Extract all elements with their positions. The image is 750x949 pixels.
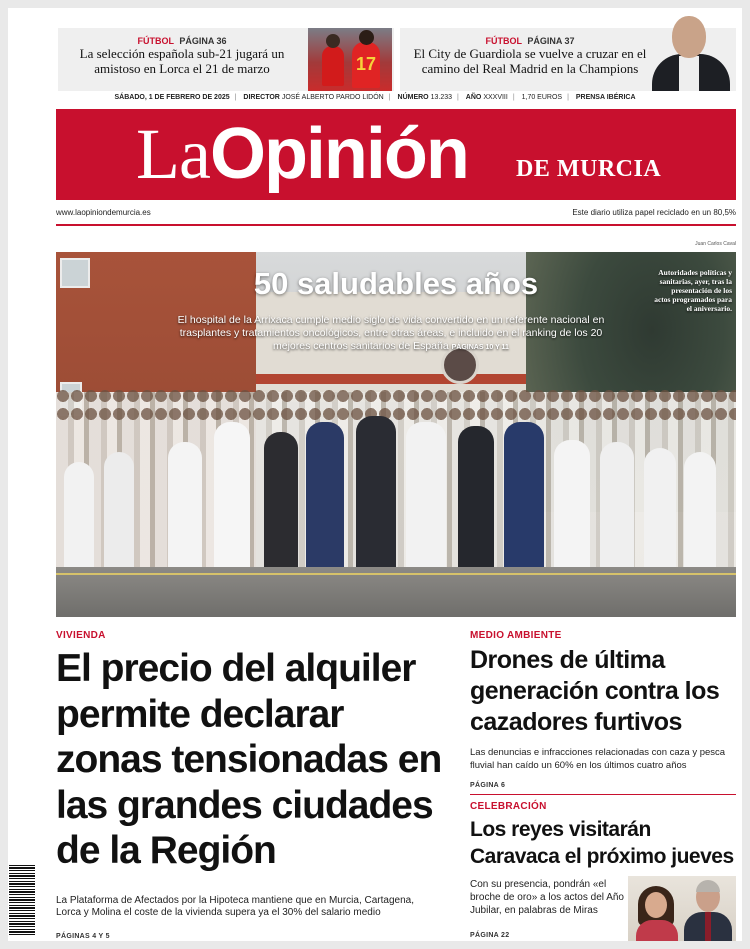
logo-la: La	[136, 114, 210, 194]
royals-photo	[628, 876, 736, 941]
teaser-body	[58, 36, 306, 76]
side-headline-reyes[interactable]: Los reyes visitarán Caravaca el próximo jueves	[470, 818, 734, 868]
edition-date: SÁBADO, 1 DE FEBRERO DE 2025	[114, 94, 230, 101]
lead-section-label: VIVIENDA	[56, 630, 106, 641]
crowd-heads	[56, 386, 736, 426]
masthead-rule	[56, 224, 736, 226]
person	[644, 448, 676, 572]
director-label: DIRECTOR	[243, 94, 280, 101]
portrait-head	[672, 16, 706, 58]
person	[168, 442, 202, 572]
newspaper-logo	[136, 111, 468, 197]
issue-price: 1,70 EUROS	[521, 94, 563, 101]
building-stripe	[256, 374, 536, 384]
person	[406, 422, 446, 572]
lead-pages: PÁGINAS 4 Y 5	[56, 933, 110, 940]
teaser-text: La selección española sub-21 jugará un amistoso en Lorca el 21 de marzo	[79, 46, 285, 76]
lead-deck: La Plataforma de Afectados por la Hipoteca mantiene que en Murcia, Cartagena, Lorca y Molina el coste de la vivienda supera ya el 30% del salario medio	[56, 895, 414, 918]
teaser-body	[400, 36, 660, 76]
photo-caption: Autoridades políticas y sanitarias, ayer, tras la presentación de los actos programados para el aniversario.	[654, 268, 732, 313]
cover-photo[interactable]	[56, 252, 736, 617]
number-label: NÚMERO	[397, 94, 429, 101]
person	[306, 422, 344, 572]
figure-dress	[636, 920, 678, 941]
teaser-page: PÁGINA 36	[179, 36, 227, 46]
guardiola-portrait	[646, 16, 736, 91]
person	[264, 432, 298, 572]
player-head	[326, 34, 340, 48]
person	[600, 442, 634, 572]
person	[64, 462, 94, 572]
teaser-kicker	[58, 36, 306, 46]
cover-deck-text: El hospital de la Arrixaca cumple medio siglo de vida convertido en un referente nacional en trasplantes y tratamientos oncológicos, entre otras áreas, e incluido en el ranking de los 20 mejores centros sanitarios de España	[177, 314, 605, 352]
side-section-label: CELEBRACIÓN	[470, 801, 547, 812]
person	[104, 452, 134, 572]
teaser-u21-lorca[interactable]	[58, 28, 394, 91]
side-section-label: MEDIO AMBIENTE	[470, 630, 562, 641]
photo-ground	[56, 567, 736, 617]
column-rule	[470, 794, 736, 795]
person	[504, 422, 544, 572]
figure-face	[645, 892, 667, 918]
player-head	[359, 30, 374, 45]
king-figure	[684, 882, 732, 941]
recycled-paper-note: Este diario utiliza papel reciclado en un 80,5%	[572, 208, 736, 217]
logo-opinion: Opinión	[209, 114, 468, 194]
person	[214, 422, 250, 572]
photo-credit: Juan Carlos Caval	[695, 241, 736, 247]
cover-deck	[176, 314, 606, 354]
teaser-page: PÁGINA 37	[527, 36, 575, 46]
web-line	[56, 208, 736, 217]
director-name: JOSÉ ALBERTO PARDO LIDÓN	[281, 94, 384, 101]
teaser-kicker	[400, 36, 660, 46]
side-page-reyes: PÁGINA 22	[470, 932, 510, 939]
player-silhouette	[322, 46, 344, 86]
cover-deck-pages: PÁGINAS 10 Y 11	[451, 344, 509, 351]
year-label: AÑO	[465, 94, 482, 101]
newspaper-front-page	[8, 8, 742, 941]
person	[356, 416, 396, 572]
issue-year: XXXVIII	[483, 94, 508, 101]
masthead-logo-bar[interactable]	[56, 109, 736, 200]
person	[458, 426, 494, 572]
group-name: PRENSA IBÉRICA	[575, 94, 636, 101]
person	[554, 440, 590, 572]
side-deck-reyes: Con su presencia, pondrán «el broche de oro» a los actos del Año Jubilar, en palabras de Miras	[470, 879, 624, 916]
queen-figure	[636, 886, 676, 941]
issue-number: 13.233	[430, 94, 453, 101]
website-link[interactable]: www.laopiniondemurcia.es	[56, 208, 151, 217]
road-line	[56, 573, 736, 575]
logo-subtitle: DE MURCIA	[516, 156, 662, 182]
teaser-city-madrid[interactable]	[400, 28, 736, 91]
portrait-shirt	[679, 56, 699, 91]
soccer-players-photo	[308, 28, 392, 91]
side-page-drones: PÁGINA 6	[470, 782, 506, 789]
cover-headline[interactable]: 50 saludables años	[253, 266, 539, 301]
side-headline-drones[interactable]: Drones de última generación contra los cazadores furtivos	[470, 646, 720, 736]
lead-headline[interactable]: El precio del alquiler permite declarar zonas tensionadas en las grandes ciudades de la Región	[56, 647, 442, 872]
side-deck-drones: Las denuncias e infracciones relacionadas con caza y pesca fluvial han caído un 60% en los últimos cuatro años	[470, 747, 726, 771]
masthead-meta-line: SÁBADO, 1 DE FEBRERO DE 2025 | DIRECTOR JOSÉ ALBERTO PARDO LIDÓN | NÚMERO 13.233 | AÑO XXXVIII | 1,70 EUROS | PRENSA IBÉRICA	[114, 94, 636, 101]
teaser-section: FÚTBOL	[485, 36, 522, 46]
teaser-section: FÚTBOL	[137, 36, 174, 46]
figure-tie	[705, 912, 711, 941]
barcode	[8, 864, 36, 936]
jersey-number: 17	[356, 54, 377, 74]
person	[684, 452, 716, 572]
figure-hair	[696, 880, 720, 892]
teaser-text: El City de Guardiola se vuelve a cruzar en el camino del Real Madrid en la Champions	[413, 46, 647, 76]
